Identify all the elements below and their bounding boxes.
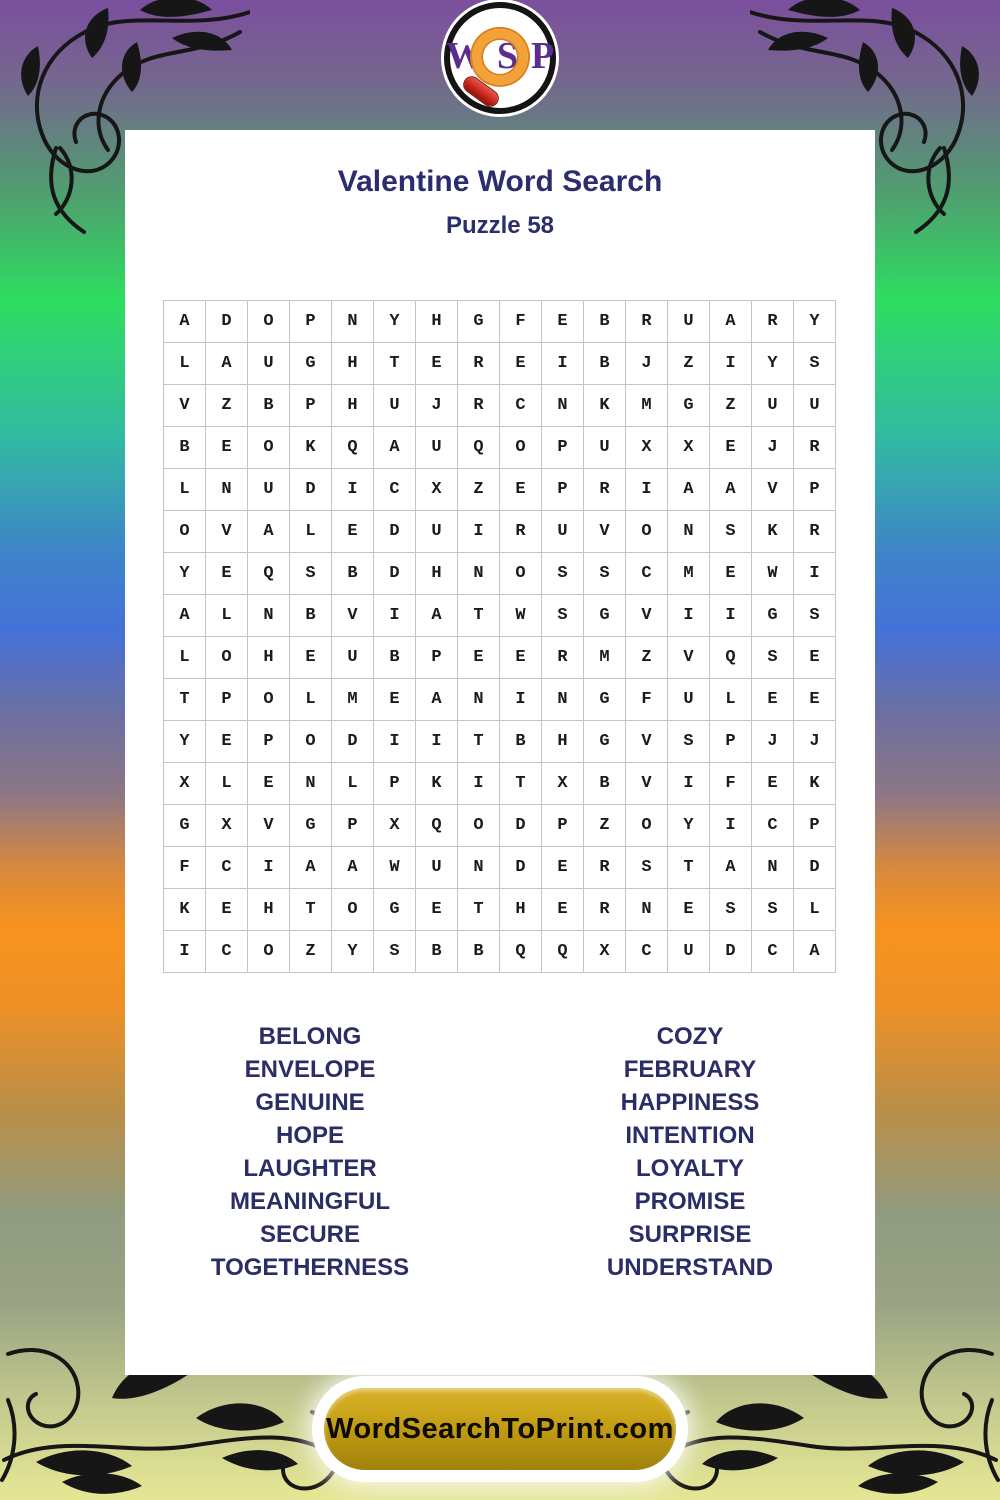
grid-cell: W: [500, 595, 542, 637]
grid-cell: M: [668, 553, 710, 595]
grid-cell: H: [332, 385, 374, 427]
grid-cell: P: [374, 763, 416, 805]
grid-cell: E: [542, 847, 584, 889]
grid-cell: D: [374, 511, 416, 553]
grid-cell: W: [374, 847, 416, 889]
grid-cell: Q: [458, 427, 500, 469]
grid-cell: E: [500, 343, 542, 385]
grid-cell: N: [542, 385, 584, 427]
grid-cell: C: [374, 469, 416, 511]
site-link-label: WordSearchToPrint.com: [326, 1412, 674, 1445]
grid-cell: M: [626, 385, 668, 427]
grid-cell: E: [206, 427, 248, 469]
grid-cell: H: [248, 889, 290, 931]
grid-cell: I: [416, 721, 458, 763]
grid-cell: Y: [164, 553, 206, 595]
grid-cell: L: [164, 343, 206, 385]
grid-cell: L: [290, 679, 332, 721]
grid-cell: G: [668, 385, 710, 427]
grid-cell: S: [626, 847, 668, 889]
grid-cell: G: [584, 679, 626, 721]
word-grid: [163, 300, 836, 973]
grid-cell: O: [206, 637, 248, 679]
grid-cell: B: [248, 385, 290, 427]
grid-cell: O: [332, 889, 374, 931]
grid-cell: S: [752, 637, 794, 679]
grid-cell: Q: [416, 805, 458, 847]
grid-cell: Y: [374, 301, 416, 343]
grid-cell: E: [500, 469, 542, 511]
grid-cell: G: [584, 595, 626, 637]
grid-cell: A: [248, 511, 290, 553]
word-list-item: LAUGHTER: [243, 1155, 377, 1182]
word-list-item: ENVELOPE: [244, 1056, 376, 1083]
grid-cell: X: [374, 805, 416, 847]
grid-cell: Y: [668, 805, 710, 847]
grid-cell: A: [164, 595, 206, 637]
grid-cell: Z: [458, 469, 500, 511]
grid-cell: P: [542, 427, 584, 469]
grid-cell: Q: [332, 427, 374, 469]
grid-cell: Z: [206, 385, 248, 427]
grid-cell: S: [794, 343, 836, 385]
grid-cell: O: [248, 931, 290, 973]
grid-cell: E: [206, 553, 248, 595]
grid-cell: K: [416, 763, 458, 805]
grid-cell: P: [710, 721, 752, 763]
grid-cell: I: [164, 931, 206, 973]
grid-cell: S: [374, 931, 416, 973]
grid-cell: I: [710, 595, 752, 637]
grid-cell: U: [332, 637, 374, 679]
grid-cell: B: [290, 595, 332, 637]
grid-cell: E: [206, 889, 248, 931]
grid-cell: E: [206, 721, 248, 763]
word-list-item: BELONG: [258, 1023, 362, 1050]
grid-cell: T: [458, 889, 500, 931]
grid-cell: Z: [668, 343, 710, 385]
grid-cell: E: [752, 763, 794, 805]
grid-cell: F: [710, 763, 752, 805]
grid-cell: A: [710, 301, 752, 343]
grid-cell: H: [542, 721, 584, 763]
grid-cell: P: [794, 805, 836, 847]
grid-cell: N: [332, 301, 374, 343]
grid-cell: V: [752, 469, 794, 511]
grid-cell: L: [164, 637, 206, 679]
grid-cell: V: [626, 595, 668, 637]
grid-cell: P: [332, 805, 374, 847]
grid-cell: Z: [290, 931, 332, 973]
grid-cell: P: [290, 301, 332, 343]
grid-cell: A: [794, 931, 836, 973]
grid-cell: A: [710, 469, 752, 511]
grid-cell: L: [164, 469, 206, 511]
grid-cell: Z: [710, 385, 752, 427]
grid-cell: U: [668, 931, 710, 973]
grid-cell: X: [542, 763, 584, 805]
grid-cell: T: [458, 721, 500, 763]
grid-cell: A: [416, 595, 458, 637]
grid-cell: A: [206, 343, 248, 385]
grid-cell: J: [752, 427, 794, 469]
grid-cell: W: [752, 553, 794, 595]
grid-cell: P: [542, 805, 584, 847]
word-list-item: FEBRUARY: [623, 1056, 757, 1083]
grid-cell: B: [584, 763, 626, 805]
wsp-logo: [444, 2, 556, 114]
grid-cell: A: [668, 469, 710, 511]
grid-cell: I: [374, 595, 416, 637]
grid-cell: S: [584, 553, 626, 595]
grid-cell: L: [206, 595, 248, 637]
grid-cell: U: [794, 385, 836, 427]
grid-cell: N: [248, 595, 290, 637]
grid-cell: E: [332, 511, 374, 553]
grid-cell: J: [626, 343, 668, 385]
grid-cell: L: [794, 889, 836, 931]
grid-cell: Q: [710, 637, 752, 679]
grid-cell: T: [164, 679, 206, 721]
grid-cell: U: [416, 847, 458, 889]
grid-cell: R: [626, 301, 668, 343]
grid-cell: S: [710, 511, 752, 553]
grid-cell: R: [500, 511, 542, 553]
grid-cell: K: [290, 427, 332, 469]
grid-cell: V: [164, 385, 206, 427]
grid-cell: T: [374, 343, 416, 385]
grid-cell: X: [206, 805, 248, 847]
grid-cell: B: [458, 931, 500, 973]
word-column-left: [130, 1020, 490, 1284]
grid-cell: N: [752, 847, 794, 889]
grid-cell: P: [206, 679, 248, 721]
grid-cell: U: [416, 427, 458, 469]
grid-cell: E: [416, 889, 458, 931]
grid-cell: B: [164, 427, 206, 469]
grid-cell: A: [374, 427, 416, 469]
grid-cell: X: [164, 763, 206, 805]
grid-cell: C: [206, 847, 248, 889]
word-list-item: GENUINE: [255, 1089, 365, 1116]
grid-cell: G: [752, 595, 794, 637]
grid-cell: O: [248, 427, 290, 469]
grid-cell: E: [542, 301, 584, 343]
grid-cell: G: [584, 721, 626, 763]
logo-letter-p: P: [530, 35, 555, 78]
grid-cell: X: [416, 469, 458, 511]
grid-cell: V: [626, 721, 668, 763]
grid-cell: U: [668, 679, 710, 721]
grid-cell: D: [332, 721, 374, 763]
grid-cell: U: [374, 385, 416, 427]
grid-cell: Q: [500, 931, 542, 973]
grid-cell: G: [290, 805, 332, 847]
grid-cell: J: [794, 721, 836, 763]
grid-cell: S: [542, 595, 584, 637]
word-column-right: [510, 1020, 870, 1284]
grid-cell: Y: [794, 301, 836, 343]
grid-cell: U: [416, 511, 458, 553]
grid-cell: D: [500, 805, 542, 847]
grid-cell: B: [332, 553, 374, 595]
grid-cell: N: [668, 511, 710, 553]
grid-cell: H: [248, 637, 290, 679]
grid-cell: P: [248, 721, 290, 763]
grid-cell: A: [710, 847, 752, 889]
grid-cell: I: [500, 679, 542, 721]
grid-cell: P: [290, 385, 332, 427]
grid-cell: O: [626, 511, 668, 553]
grid-cell: M: [332, 679, 374, 721]
grid-cell: E: [416, 343, 458, 385]
grid-cell: K: [164, 889, 206, 931]
grid-cell: I: [332, 469, 374, 511]
grid-cell: I: [542, 343, 584, 385]
word-list-item: MEANINGFUL: [230, 1188, 390, 1215]
grid-cell: V: [584, 511, 626, 553]
grid-cell: R: [458, 343, 500, 385]
grid-cell: E: [374, 679, 416, 721]
grid-cell: B: [584, 343, 626, 385]
grid-cell: I: [458, 511, 500, 553]
grid-cell: B: [584, 301, 626, 343]
grid-cell: E: [542, 889, 584, 931]
grid-cell: C: [752, 805, 794, 847]
grid-cell: E: [794, 637, 836, 679]
grid-cell: C: [626, 553, 668, 595]
grid-cell: I: [374, 721, 416, 763]
grid-cell: N: [458, 847, 500, 889]
grid-cell: I: [668, 763, 710, 805]
grid-cell: V: [668, 637, 710, 679]
grid-cell: G: [164, 805, 206, 847]
grid-cell: U: [584, 427, 626, 469]
grid-cell: N: [458, 679, 500, 721]
grid-cell: L: [332, 763, 374, 805]
grid-cell: E: [668, 889, 710, 931]
grid-cell: F: [500, 301, 542, 343]
grid-cell: K: [584, 385, 626, 427]
grid-cell: O: [290, 721, 332, 763]
grid-cell: H: [416, 301, 458, 343]
grid-cell: P: [542, 469, 584, 511]
grid-cell: R: [458, 385, 500, 427]
grid-cell: L: [710, 679, 752, 721]
grid-cell: V: [248, 805, 290, 847]
grid-cell: I: [458, 763, 500, 805]
grid-cell: S: [290, 553, 332, 595]
grid-cell: U: [752, 385, 794, 427]
grid-cell: E: [458, 637, 500, 679]
grid-cell: T: [458, 595, 500, 637]
grid-cell: G: [458, 301, 500, 343]
grid-cell: N: [542, 679, 584, 721]
grid-cell: L: [290, 511, 332, 553]
grid-cell: Q: [248, 553, 290, 595]
grid-cell: F: [164, 847, 206, 889]
grid-cell: I: [794, 553, 836, 595]
grid-cell: A: [290, 847, 332, 889]
grid-cell: N: [206, 469, 248, 511]
grid-cell: S: [542, 553, 584, 595]
grid-cell: U: [248, 343, 290, 385]
word-list-item: LOYALTY: [635, 1155, 744, 1182]
grid-cell: J: [752, 721, 794, 763]
grid-cell: T: [500, 763, 542, 805]
grid-cell: O: [626, 805, 668, 847]
grid-cell: R: [752, 301, 794, 343]
grid-cell: H: [500, 889, 542, 931]
grid-cell: O: [500, 427, 542, 469]
grid-cell: M: [584, 637, 626, 679]
grid-cell: K: [752, 511, 794, 553]
grid-cell: E: [794, 679, 836, 721]
word-list-item: INTENTION: [625, 1122, 755, 1149]
word-list-item: PROMISE: [634, 1188, 746, 1215]
grid-cell: T: [668, 847, 710, 889]
grid-cell: I: [668, 595, 710, 637]
grid-cell: I: [710, 805, 752, 847]
grid-cell: K: [794, 763, 836, 805]
grid-cell: U: [542, 511, 584, 553]
grid-cell: C: [206, 931, 248, 973]
word-list-item: HAPPINESS: [620, 1089, 760, 1116]
grid-cell: O: [164, 511, 206, 553]
grid-cell: P: [794, 469, 836, 511]
grid-cell: U: [668, 301, 710, 343]
grid-cell: E: [710, 553, 752, 595]
grid-cell: R: [794, 427, 836, 469]
grid-cell: H: [416, 553, 458, 595]
puzzle-number: Puzzle 58: [445, 212, 555, 239]
grid-cell: I: [710, 343, 752, 385]
grid-cell: R: [584, 847, 626, 889]
grid-cell: R: [794, 511, 836, 553]
grid-cell: N: [626, 889, 668, 931]
grid-cell: V: [206, 511, 248, 553]
grid-cell: O: [248, 679, 290, 721]
grid-cell: J: [416, 385, 458, 427]
grid-cell: C: [500, 385, 542, 427]
grid-cell: Z: [626, 637, 668, 679]
grid-cell: E: [248, 763, 290, 805]
grid-cell: Q: [542, 931, 584, 973]
grid-cell: X: [626, 427, 668, 469]
site-link-button[interactable]: [324, 1388, 676, 1470]
grid-cell: D: [290, 469, 332, 511]
grid-cell: R: [584, 889, 626, 931]
grid-cell: S: [794, 595, 836, 637]
word-list-item: HOPE: [275, 1122, 344, 1149]
grid-cell: B: [500, 721, 542, 763]
grid-cell: C: [752, 931, 794, 973]
grid-cell: G: [374, 889, 416, 931]
grid-cell: P: [416, 637, 458, 679]
logo-letter-s: S: [496, 35, 518, 78]
magnifying-glass-icon: [472, 29, 528, 85]
grid-cell: O: [458, 805, 500, 847]
grid-cell: N: [290, 763, 332, 805]
grid-cell: E: [290, 637, 332, 679]
word-list-item: SECURE: [259, 1221, 361, 1248]
grid-cell: S: [752, 889, 794, 931]
grid-cell: R: [584, 469, 626, 511]
grid-cell: X: [584, 931, 626, 973]
grid-cell: T: [290, 889, 332, 931]
grid-cell: Y: [752, 343, 794, 385]
grid-cell: V: [332, 595, 374, 637]
grid-cell: O: [248, 301, 290, 343]
grid-cell: S: [710, 889, 752, 931]
grid-cell: R: [542, 637, 584, 679]
grid-cell: O: [500, 553, 542, 595]
grid-cell: V: [626, 763, 668, 805]
logo-letter-w: W: [445, 35, 484, 78]
page-title: Valentine Word Search: [337, 165, 663, 198]
grid-cell: C: [626, 931, 668, 973]
grid-cell: N: [458, 553, 500, 595]
word-list-item: COZY: [656, 1023, 724, 1050]
grid-cell: D: [710, 931, 752, 973]
grid-cell: Y: [332, 931, 374, 973]
grid-cell: Z: [584, 805, 626, 847]
grid-cell: Y: [164, 721, 206, 763]
grid-cell: B: [374, 637, 416, 679]
grid-cell: A: [164, 301, 206, 343]
grid-cell: X: [668, 427, 710, 469]
word-list-item: UNDERSTAND: [606, 1254, 774, 1281]
grid-cell: E: [500, 637, 542, 679]
grid-cell: E: [710, 427, 752, 469]
word-list-item: SURPRISE: [628, 1221, 752, 1248]
grid-cell: H: [332, 343, 374, 385]
word-list-item: TOGETHERNESS: [210, 1254, 410, 1281]
grid-cell: I: [626, 469, 668, 511]
grid-cell: I: [248, 847, 290, 889]
grid-cell: G: [290, 343, 332, 385]
grid-cell: U: [248, 469, 290, 511]
grid-cell: F: [626, 679, 668, 721]
grid-cell: L: [206, 763, 248, 805]
grid-cell: S: [668, 721, 710, 763]
grid-cell: E: [752, 679, 794, 721]
grid-cell: A: [416, 679, 458, 721]
grid-cell: D: [500, 847, 542, 889]
grid-cell: D: [794, 847, 836, 889]
grid-cell: A: [332, 847, 374, 889]
grid-cell: D: [374, 553, 416, 595]
grid-cell: D: [206, 301, 248, 343]
grid-cell: B: [416, 931, 458, 973]
